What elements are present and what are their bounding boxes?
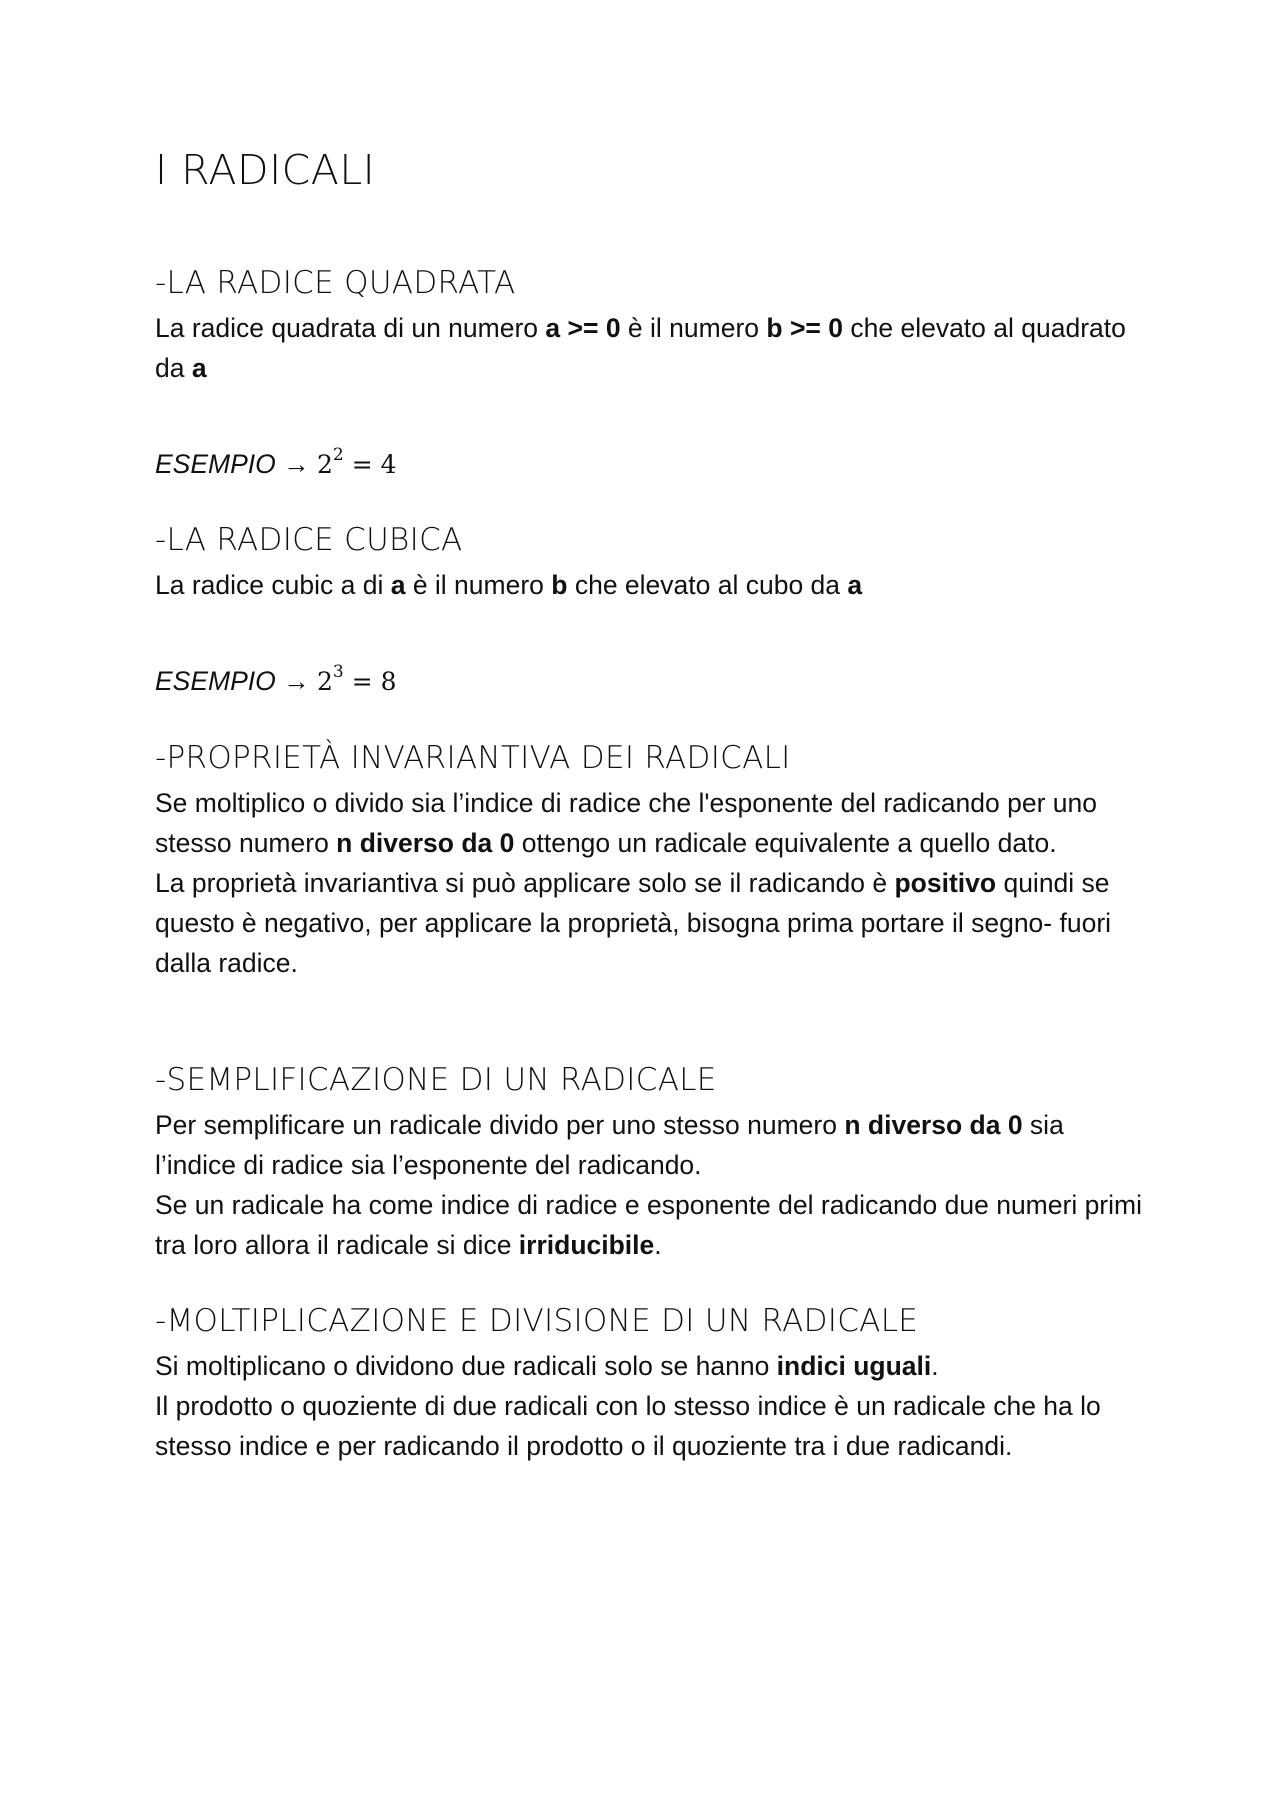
text-run: Si moltiplicano o dividono due radicali solo se hanno: [155, 1351, 777, 1381]
math-formula: [317, 445, 397, 479]
section-moltiplicazione-divisione: [155, 1302, 1145, 1466]
text-run: è il numero: [405, 570, 552, 600]
section-radice-quadrata: [155, 264, 1145, 485]
bold-text: n diverso da 0: [844, 1110, 1023, 1140]
text-run: La proprietà invariantiva si può applicare solo se il radicando è: [155, 868, 895, 898]
section-paragraph: [155, 565, 1145, 605]
bold-text: b: [551, 570, 568, 600]
bold-text: a: [191, 353, 207, 383]
example-line: [155, 444, 1145, 485]
math-equals: =: [351, 667, 373, 696]
math-base: 2: [317, 667, 333, 696]
text-run: Per semplificare un radicale divido per uno stesso numero: [155, 1110, 845, 1140]
bold-text: indici uguali: [776, 1351, 932, 1381]
math-equals: =: [351, 450, 373, 479]
text-run: sia l’indice di radice sia l’esponente del radicando.: [155, 1110, 1064, 1180]
text-run: La radice cubic a di: [155, 570, 391, 600]
math-formula: [317, 662, 397, 696]
bold-text: a: [390, 570, 406, 600]
text-run: che elevato al cubo da: [567, 570, 848, 600]
bold-text: positivo: [894, 868, 997, 898]
bold-text: irriducibile: [518, 1230, 655, 1260]
example-label: ESEMPIO: [155, 449, 276, 479]
text-run: Il prodotto o quoziente di due radicali con lo stesso indice è un radicale che ha lo stesso indice e per radicando il prodotto o il quoziente tra i due radicandi.: [155, 1391, 1101, 1461]
section-paragraph: [155, 863, 1145, 983]
section-heading: -PROPRIETÀ INVARIANTIVA DEI RADICALI: [155, 740, 791, 776]
arrow-icon: →: [283, 666, 310, 696]
section-proprieta-invariantiva: [155, 739, 1145, 983]
section-paragraph: [155, 1386, 1145, 1466]
text-run: ottengo un radicale equivalente a quello dato.: [514, 828, 1057, 858]
section-paragraph: [155, 308, 1145, 388]
section-semplificazione: [155, 1061, 1145, 1265]
bold-text: a >= 0: [545, 313, 621, 343]
arrow-icon: →: [283, 449, 310, 479]
section-heading: -SEMPLIFICAZIONE DI UN RADICALE: [155, 1062, 717, 1098]
section-paragraph: [155, 783, 1145, 863]
section-paragraph: [155, 1105, 1145, 1185]
section-radice-cubica: [155, 521, 1145, 702]
section-heading: -LA RADICE QUADRATA: [155, 265, 516, 301]
text-run: che elevato al quadrato da: [155, 313, 1126, 383]
section-paragraph: [155, 1346, 1145, 1386]
text-run: .: [931, 1351, 939, 1381]
text-run: .: [654, 1230, 662, 1260]
text-run: Se moltiplico o divido sia l’indice di radice che l'esponente del radicando per uno stesso numero: [155, 788, 1097, 858]
math-exponent: 3: [332, 662, 344, 682]
section-heading: -LA RADICE CUBICA: [155, 522, 463, 558]
example-label: ESEMPIO: [155, 666, 276, 696]
section-paragraph: [155, 1185, 1145, 1265]
bold-text: b >= 0: [766, 313, 843, 343]
text-run: quindi se questo è negativo, per applicare la proprietà, bisogna prima portare il segno- fuori dalla radice.: [155, 868, 1112, 978]
text-run: Se un radicale ha come indice di radice e esponente del radicando due numeri primi tra loro allora il radicale si dice: [155, 1190, 1142, 1260]
bold-text: a: [847, 570, 863, 600]
math-base: 2: [317, 450, 333, 479]
bold-text: n diverso da 0: [336, 828, 515, 858]
text-run: La radice quadrata di un numero: [155, 313, 546, 343]
math-result: 4: [380, 450, 397, 479]
section-heading: -MOLTIPLICAZIONE E DIVISIONE DI UN RADICALE: [155, 1303, 919, 1339]
text-run: è il numero: [620, 313, 767, 343]
math-result: 8: [380, 667, 397, 696]
math-exponent: 2: [332, 445, 344, 465]
document-title: I RADICALI: [155, 146, 376, 194]
example-line: [155, 661, 1145, 702]
